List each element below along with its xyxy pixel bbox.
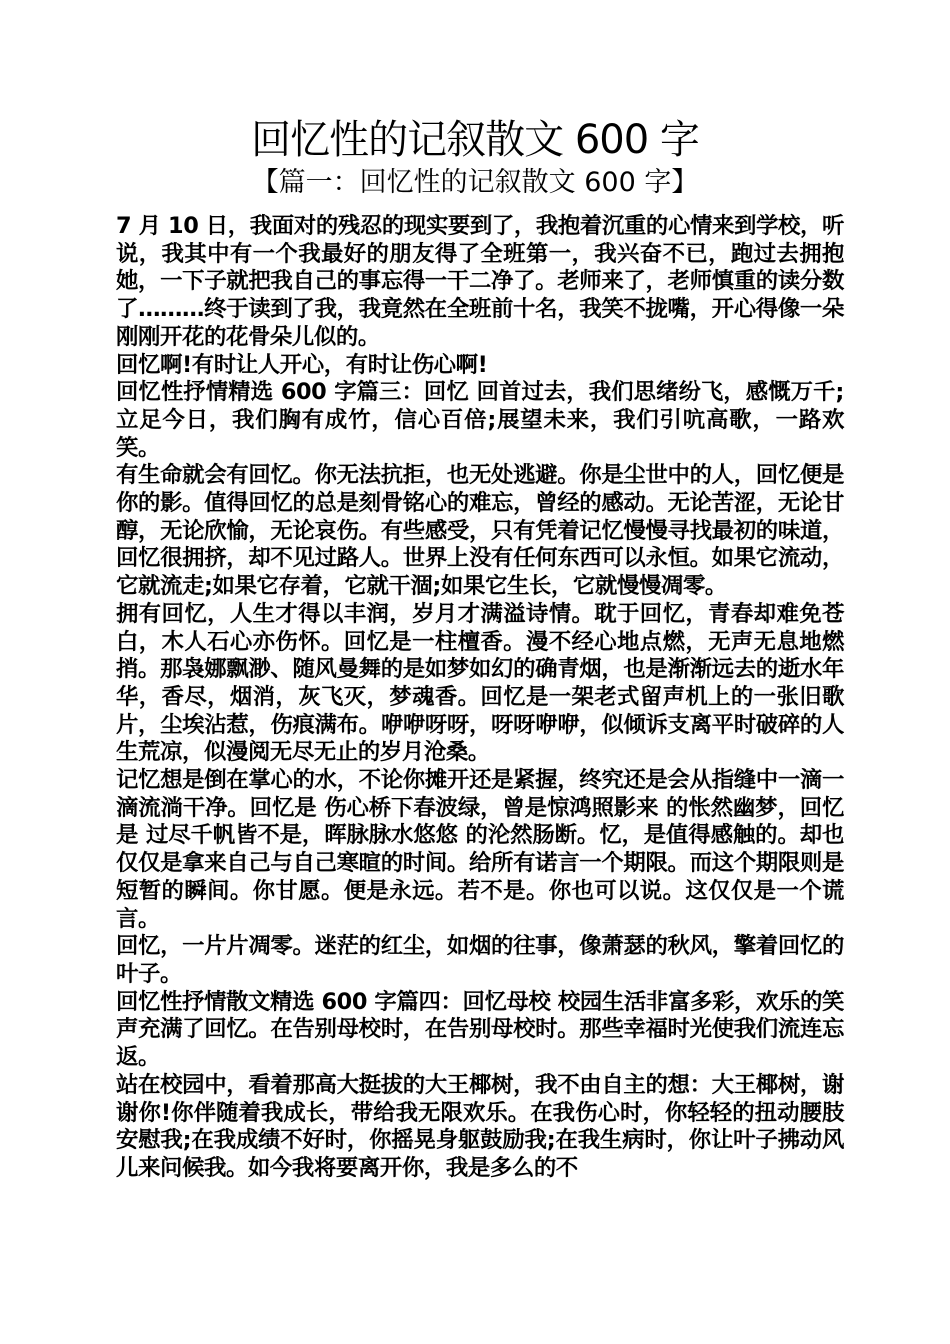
document-body [116,213,844,1183]
document-title: 回忆性的记叙散文 600 字 [251,117,699,163]
paragraph: 回忆性抒情精选 600 字篇三：回忆 回首过去，我们思绪纷飞，感慨万千;立足今日，我们胸有成竹，信心百倍;展望未来，我们引吭高歌，一路欢笑。 [116,379,844,461]
paragraph: 记忆想是倒在掌心的水，不论你摊开还是紧握，终究还是会从指缝中一滴一滴流淌干净。回忆是 伤心桥下春波绿，曾是惊鸿照影来 的怅然幽梦，回忆是 过尽千帆皆不是，晖脉脉水悠悠 的沦然肠断。忆，是值得感触的。却也仅仅是拿来自己与自己寒暄的时间。给所有诺言一个期限。而这个期限则是短暂的瞬间。你甘愿。便是永远。若不是。你也可以说。这仅仅是一个谎言。 [116,767,844,932]
paragraph: 7 月 10 日，我面对的残忍的现实要到了，我抱着沉重的心情来到学校，听说，我其中有一个我最好的朋友得了全班第一，我兴奋不已，跑过去拥抱她，一下子就把我自己的事忘得一干二净了。老师来了，老师慎重的读分数了………终于读到了我，我竟然在全班前十名，我笑不拢嘴，开心得像一朵刚刚开花的花骨朵儿似的。 [116,213,844,350]
paragraph: 回忆性抒情散文精选 600 字篇四：回忆母校 校园生活非富多彩，欢乐的笑声充满了回忆。在告别母校时，在告别母校时。那些幸福时光使我们流连忘返。 [116,988,844,1071]
document-subtitle: 【篇一：回忆性的记叙散文 600 字】 [251,167,699,198]
paragraph: 拥有回忆，人生才得以丰润，岁月才满溢诗情。耽于回忆，青春却难免苍白，木人石心亦伤怀。回忆是一柱檀香。漫不经心地点燃，无声无息地燃捎。那袅娜飘渺、随风曼舞的是如梦如幻的确青烟，也是渐渐远去的逝水年华，香尽，烟消，灰飞灭，梦魂香。回忆是一架老式留声机上的一张旧歌片，尘埃沾惹，伤痕满布。咿咿呀呀，呀呀咿咿，似倾诉支离平时破碎的人生荒凉，似漫阅无尽无止的岁月沧桑。 [116,600,844,766]
paragraph: 回忆啊!有时让人开心，有时让伤心啊! [116,351,488,378]
paragraph: 有生命就会有回忆。你无法抗拒，也无处逃避。你是尘世中的人，回忆便是你的影。值得回忆的总是刻骨铭心的难忘，曾经的感动。无论苦涩，无论甘醇，无论欣愉，无论哀伤。有些感受，只有凭着记忆慢慢寻找最初的味道，回忆很拥挤，却不见过路人。世界上没有任何东西可以永恒。如果它流动，它就流走;如果它存着，它就干涸;如果它生长，它就慢慢凋零。 [116,462,844,600]
paragraph: 站在校园中，看着那高大挺拔的大王椰树，我不由自主的想：大王椰树，谢谢你!你伴随着我成长，带给我无限欢乐。在我伤心时，你轻轻的扭动腰肢安慰我;在我成绩不好时，你摇晃身躯鼓励我;在我生病时，你让叶子拂动风儿来问候我。如今我将要离开你，我是多么的不 [116,1071,844,1181]
paragraph: 回忆，一片片凋零。迷茫的红尘，如烟的往事，像萧瑟的秋风，擎着回忆的叶子。 [116,933,844,987]
